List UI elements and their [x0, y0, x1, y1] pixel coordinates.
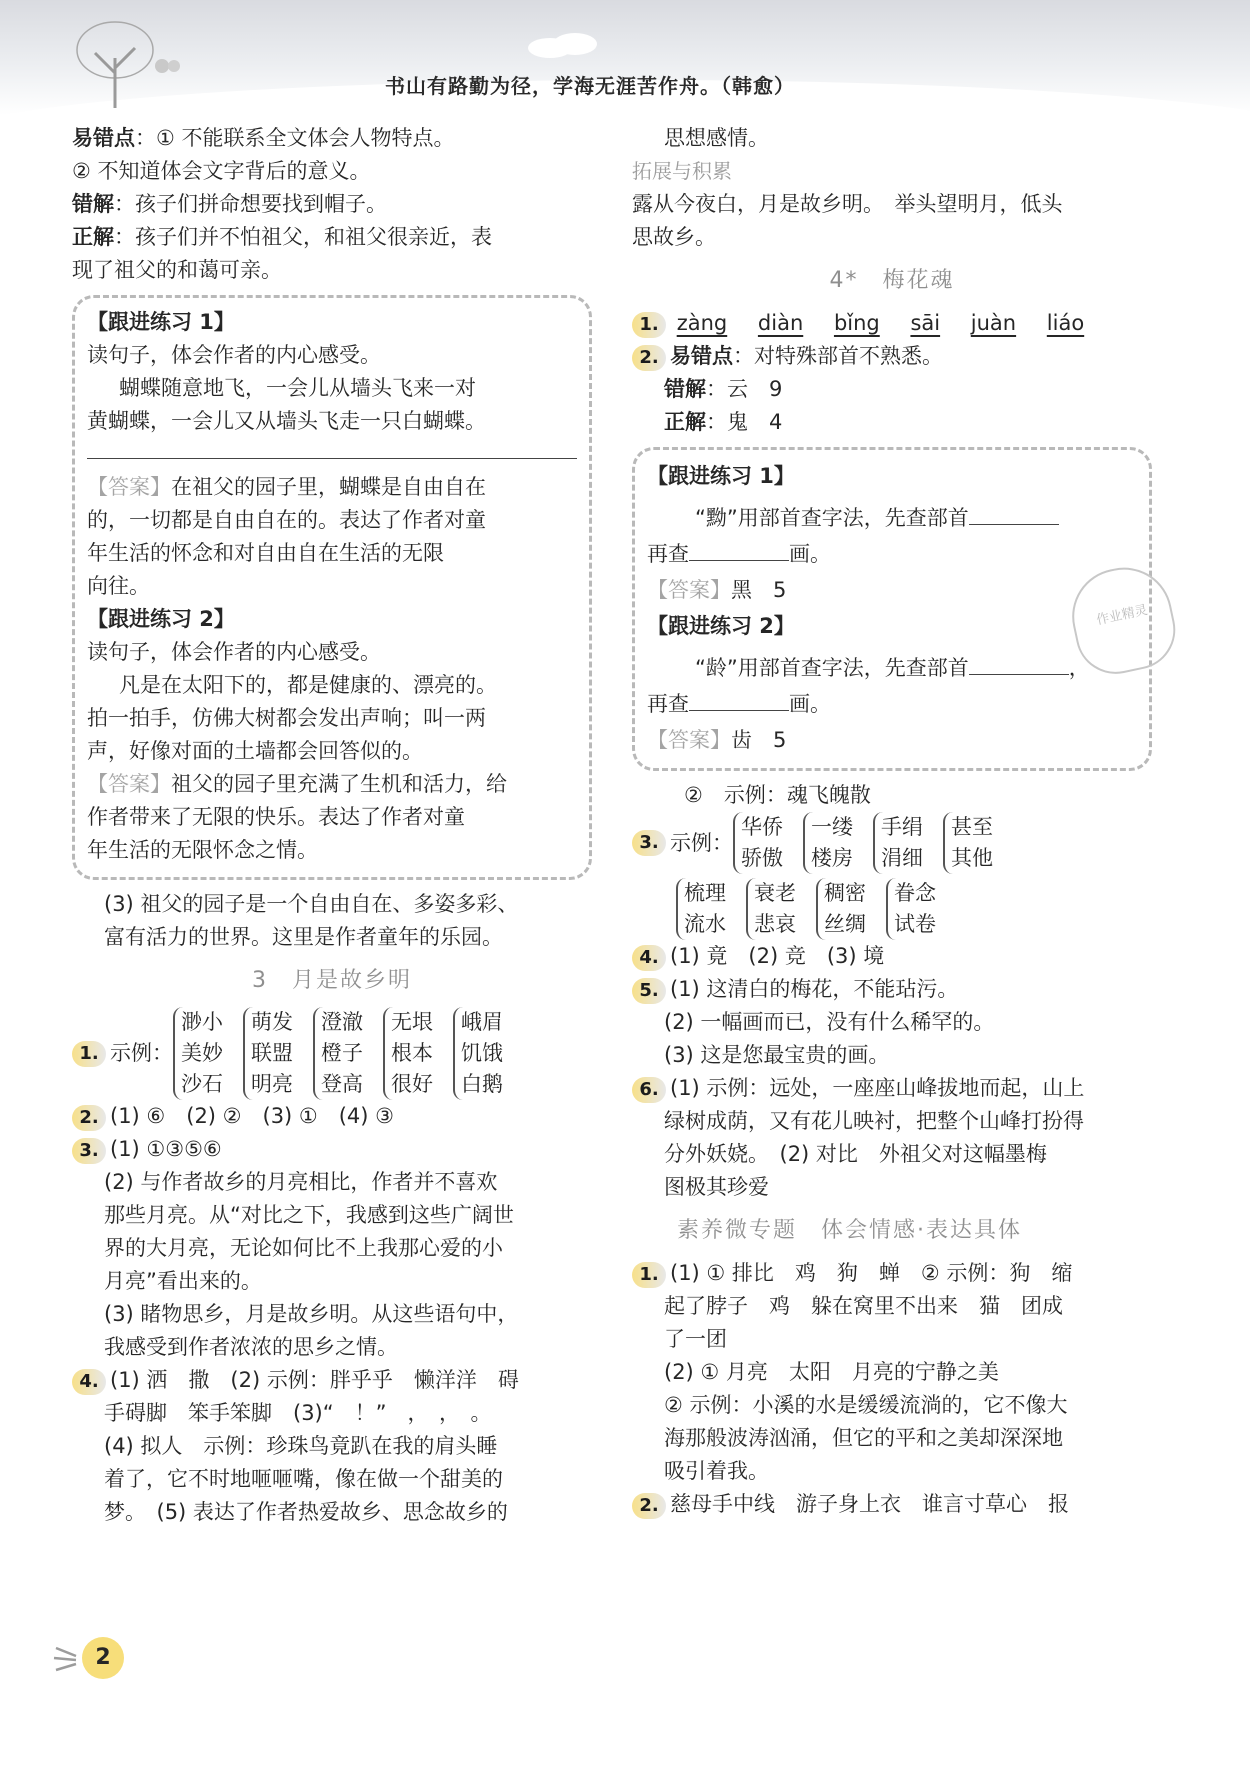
question-1-pinyin — [632, 307, 1152, 340]
pinyin-word: bǐng — [833, 311, 880, 335]
answer-text: 了一团 — [664, 1327, 727, 1351]
question-number: 3. — [632, 830, 666, 856]
question-3-row-1 — [632, 812, 1152, 874]
question-3-row-2 — [632, 878, 1152, 940]
word-group — [243, 1007, 293, 1100]
word-group — [803, 812, 853, 874]
question-5 — [632, 973, 1152, 1006]
header-motto: 书山有路勤为径，学海无涯苦作舟。（韩愈） — [385, 74, 795, 98]
answer-text: ② 示例：小溪的水是缓缓流淌的，它不像大 — [664, 1393, 1068, 1417]
word-group — [453, 1007, 503, 1100]
question-number: 2. — [72, 1105, 106, 1131]
practice-line: “龄”用部首查字法，先查部首 ， — [695, 656, 1090, 680]
word-group — [873, 812, 923, 874]
pinyin-word: liáo — [1046, 311, 1085, 335]
quote-line: 蝴蝶随意地飞，一会儿从墙头飞来一对 — [119, 376, 476, 400]
question-6 — [632, 1072, 1152, 1105]
word: 一缕 — [811, 815, 853, 839]
practice-text: 画。 — [789, 542, 831, 566]
word: 流水 — [684, 912, 726, 936]
blank-input[interactable] — [689, 560, 789, 561]
question-1 — [72, 1007, 592, 1100]
word: 骄傲 — [741, 846, 783, 870]
answer-text: 绿树成荫，又有花儿映衬，把整个山峰打扮得 — [664, 1109, 1084, 1133]
practice-box-left — [72, 295, 592, 880]
word: 涓细 — [881, 846, 923, 870]
label: 错解 — [664, 377, 706, 401]
answer-text: (2) ① 月亮 太阳 月亮的宁静之美 — [664, 1360, 999, 1384]
answer-text: 作者带来了无限的快乐。表达了作者对童 — [87, 805, 465, 829]
label: 正解 — [664, 410, 706, 434]
blank-input[interactable] — [689, 710, 789, 711]
word: 峨眉 — [461, 1010, 503, 1034]
topic-title: 素养微专题 体会情感·表达具体 — [677, 1218, 1022, 1243]
right-column — [632, 122, 1152, 1521]
answer-text: 黑 5 — [731, 578, 787, 602]
stamp-text: 作业精灵 — [1095, 602, 1150, 629]
question-number: 3. — [72, 1138, 106, 1164]
answer-text: (1) 这清白的梅花，不能玷污。 — [670, 977, 959, 1001]
question-number: 2. — [632, 345, 666, 371]
answer-text: 的，一切都是自由自在的。表达了作者对童 — [87, 508, 486, 532]
answer-text: (1) ① 排比 鸡 狗 蝉 ② 示例：狗 缩 — [670, 1261, 1073, 1285]
word: 登高 — [321, 1072, 363, 1096]
example-label: 示例： — [670, 830, 733, 855]
extension-text: 思故乡。 — [632, 225, 716, 249]
question-number: 1. — [632, 1262, 666, 1288]
answer-text: 年生活的无限怀念之情。 — [87, 838, 318, 862]
text: ：对特殊部首不熟悉。 — [733, 344, 943, 368]
answer-tag: 【答案】 — [647, 578, 731, 602]
pinyin-word: diàn — [757, 311, 804, 335]
word: 饥饿 — [461, 1041, 503, 1065]
text: ：孩子们并不怕祖父，和祖父很亲近，表 — [114, 225, 492, 249]
word: 沙石 — [181, 1072, 223, 1096]
practice-title: 【跟进练习 1】 — [647, 464, 795, 488]
answer-text: 界的大月亮，无论如何比不上我那心爱的小 — [104, 1236, 503, 1260]
text: ：① 不能联系全文体会人物特点。 — [135, 126, 455, 150]
word-group — [746, 878, 796, 940]
blank-input[interactable] — [969, 524, 1059, 525]
question-3 — [72, 1133, 592, 1166]
section-title-3: 3 月是故乡明 — [252, 968, 412, 993]
practice-title: 【跟进练习 2】 — [647, 614, 795, 638]
text: ② 不知道体会文字背后的意义。 — [72, 159, 371, 183]
practice-title: 【跟进练习 1】 — [87, 310, 235, 334]
practice-title: 【跟进练习 2】 — [87, 607, 235, 631]
word: 眷念 — [894, 881, 936, 905]
answer-text: 梦。 (5) 表达了作者热爱故乡、思念故乡的 — [104, 1500, 508, 1524]
word: 丝绸 — [824, 912, 866, 936]
question-number: 5. — [632, 978, 666, 1004]
answer-text: (1) 竟 (2) 竞 (3) 境 — [670, 944, 885, 968]
text: 现了祖父的和蔼可亲。 — [72, 258, 282, 282]
label: 易错点 — [72, 126, 135, 150]
word-group — [816, 878, 866, 940]
answer-text: 在祖父的园子里，蝴蝶是自由自在 — [171, 475, 486, 499]
tree-illustration-icon — [70, 18, 180, 108]
after-box-line: (3) 祖父的园子是一个自由自在、多姿多彩、 — [104, 892, 519, 916]
answer-text: 着了，它不时地咂咂嘴，像在做一个甜美的 — [104, 1467, 503, 1491]
word: 橙子 — [321, 1041, 363, 1065]
word-group — [313, 1007, 363, 1100]
word: 明亮 — [251, 1072, 293, 1096]
word: 根本 — [391, 1041, 433, 1065]
text: ：云 9 — [706, 377, 783, 401]
pinyin-word: zàng — [676, 311, 728, 335]
question-number: 1. — [632, 312, 666, 338]
label: 错解 — [72, 192, 114, 216]
word: 悲哀 — [754, 912, 796, 936]
wrong-answer — [632, 373, 1152, 406]
practice-text: 再查 — [647, 692, 689, 716]
word: 联盟 — [251, 1041, 293, 1065]
topic-question-2 — [632, 1488, 1152, 1521]
pinyin-word: sāi — [910, 311, 941, 335]
answer-text: (4) 拟人 示例：珍珠鸟竟趴在我的肩头睡 — [104, 1434, 498, 1458]
word: 无垠 — [391, 1010, 433, 1034]
answer-text: (1) 洒 撒 (2) 示例：胖乎乎 懒洋洋 碍 — [110, 1368, 519, 1392]
question-4 — [72, 1364, 592, 1397]
page-number: 2 — [82, 1637, 124, 1679]
quote-line: 拍一拍手，仿佛大树都会发出声响；叫一两 — [87, 706, 486, 730]
label: 正解 — [72, 225, 114, 249]
page-ornament-icon — [52, 1640, 82, 1676]
answer-text: 向往。 — [87, 574, 150, 598]
page-header — [0, 0, 1250, 115]
text: ：鬼 4 — [706, 410, 783, 434]
answer-text: 年生活的怀念和对自由自在生活的无限 — [87, 541, 444, 565]
word-group — [943, 812, 993, 874]
answer-text: 月亮”看出来的。 — [104, 1269, 262, 1293]
word: 渺小 — [181, 1010, 223, 1034]
answer-text: (2) 与作者故乡的月亮相比，作者并不喜欢 — [104, 1170, 498, 1194]
practice-line — [647, 686, 1137, 722]
word: 澄澈 — [321, 1010, 363, 1034]
word: 萌发 — [251, 1010, 293, 1034]
word: 楼房 — [811, 846, 853, 870]
answer-text: 齿 5 — [731, 728, 787, 752]
example-text: ② 示例：魂飞魄散 — [684, 783, 871, 807]
practice-text: “龄”用部首查字法，先查部首 — [695, 656, 969, 680]
answer-tag: 【答案】 — [647, 728, 731, 752]
answer-text: 祖父的园子里充满了生机和活力，给 — [171, 772, 507, 796]
section-title-4: 4* 梅花魂 — [829, 268, 955, 293]
label: 易错点 — [670, 344, 733, 368]
answer-text: 那些月亮。从“对比之下，我感到这些广阔世 — [104, 1203, 514, 1227]
extension-text: 露从今夜白，月是故乡明。 举头望明月，低头 — [632, 192, 1063, 216]
practice-text: 画。 — [789, 692, 831, 716]
word-group — [676, 878, 726, 940]
extension-title: 拓展与积累 — [632, 159, 732, 183]
word: 手绢 — [881, 815, 923, 839]
word: 其他 — [951, 846, 993, 870]
word: 试卷 — [894, 912, 936, 936]
answer-text: (3) 睹物思乡，月是故乡明。从这些语句中， — [104, 1302, 519, 1326]
blank-input[interactable] — [969, 674, 1069, 675]
quote-line: 凡是在太阳下的，都是健康的、漂亮的。 — [119, 673, 497, 697]
after-box-line: 富有活力的世界。这里是作者童年的乐园。 — [104, 925, 503, 949]
answer-text: 手碍脚 笨手笨脚 (3)“ ！” ， ， 。 — [104, 1401, 492, 1425]
quote-line: 声，好像对面的土墙都会回答似的。 — [87, 739, 423, 763]
word-group — [383, 1007, 433, 1100]
practice-prompt: 读句子，体会作者的内心感受。 — [87, 343, 381, 367]
question-number: 4. — [632, 945, 666, 971]
word-group — [173, 1007, 223, 1100]
word: 很好 — [391, 1072, 433, 1096]
practice-text: “黝”用部首查字法，先查部首 — [695, 506, 969, 530]
answer-text: (1) ①③⑤⑥ — [110, 1137, 222, 1161]
answer-text: 图极其珍爱 — [664, 1175, 769, 1199]
left-column — [72, 122, 592, 1529]
answer-tag: 【答案】 — [87, 475, 171, 499]
practice-text: 再查 — [647, 542, 689, 566]
answer-line — [647, 722, 1137, 758]
question-number: 4. — [72, 1369, 106, 1395]
quote-line: 黄蝴蝶，一会儿又从墙头飞走一只白蝴蝶。 — [87, 409, 486, 433]
topic-question-1 — [632, 1257, 1152, 1290]
continued-text: 思想感情。 — [664, 126, 769, 150]
pinyin-word: juàn — [970, 311, 1017, 335]
question-number: 2. — [632, 1493, 666, 1519]
word: 甚至 — [951, 815, 993, 839]
answer-text: 慈母手中线 游子身上衣 谁言寸草心 报 — [670, 1492, 1069, 1516]
example-label: 示例： — [110, 1041, 173, 1065]
answer-line[interactable] — [87, 444, 577, 459]
answer-text: (2) 一幅画而已，没有什么稀罕的。 — [664, 1010, 995, 1034]
answer-text: (3) 这是您最宝贵的画。 — [664, 1043, 890, 1067]
word: 稠密 — [824, 881, 866, 905]
text: ：孩子们拼命想要找到帽子。 — [114, 192, 387, 216]
cloud-icon — [520, 32, 610, 60]
right-answer — [632, 406, 1152, 439]
word: 华侨 — [741, 815, 783, 839]
word: 美妙 — [181, 1041, 223, 1065]
question-4 — [632, 940, 1152, 973]
word-group — [886, 878, 936, 940]
answer-text: 吸引着我。 — [664, 1459, 769, 1483]
answer-text: 海那般波涛汹涌，但它的平和之美却深深地 — [664, 1426, 1063, 1450]
answer-text: (1) ⑥ (2) ② (3) ① (4) ③ — [110, 1104, 394, 1128]
word: 梳理 — [684, 881, 726, 905]
practice-prompt: 读句子，体会作者的内心感受。 — [87, 640, 381, 664]
word: 白鹅 — [461, 1072, 503, 1096]
question-2 — [632, 340, 1152, 373]
question-number: 6. — [632, 1077, 666, 1103]
practice-line — [647, 500, 1137, 536]
answer-text: 起了脖子 鸡 躲在窝里不出来 猫 团成 — [664, 1294, 1063, 1318]
question-2 — [72, 1100, 592, 1133]
answer-text: (1) 示例：远处，一座座山峰拔地而起，山上 — [670, 1076, 1085, 1100]
answer-text: 我感受到作者浓浓的思乡之情。 — [104, 1335, 398, 1359]
word-group — [733, 812, 783, 874]
question-number: 1. — [72, 1041, 106, 1067]
word: 衰老 — [754, 881, 796, 905]
answer-tag: 【答案】 — [87, 772, 171, 796]
answer-line — [647, 572, 1137, 608]
answer-text: 分外妖娆。 (2) 对比 外祖父对这幅墨梅 — [664, 1142, 1047, 1166]
practice-line — [647, 536, 1137, 572]
